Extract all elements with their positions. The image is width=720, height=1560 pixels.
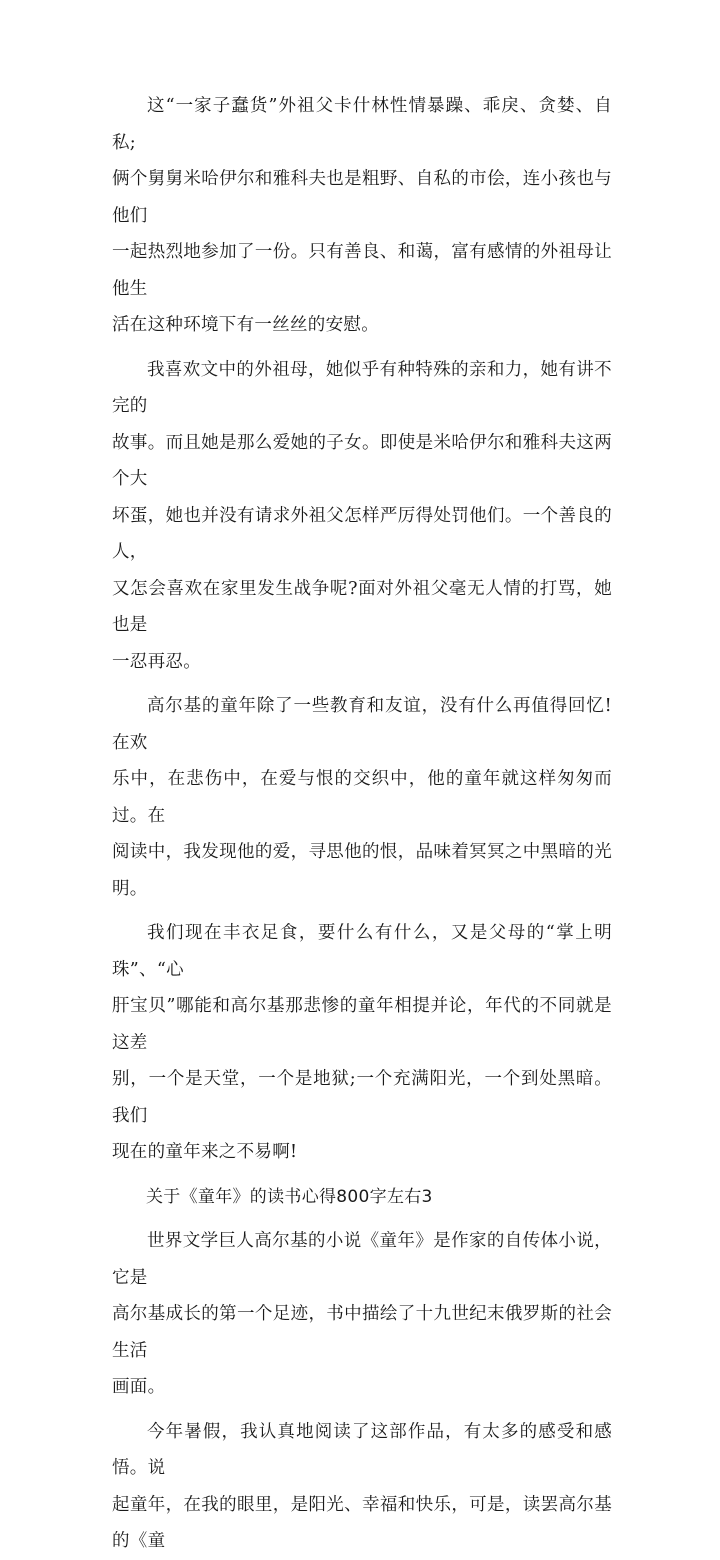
paragraph-line: 阅读中，我发现他的爱，寻思他的恨，品味着冥冥之中黑暗的光明。: [112, 842, 612, 899]
paragraph-line: 现在的童年来之不易啊!: [112, 1142, 298, 1162]
paragraph-line: 世界文学巨人高尔基的小说《童年》是作家的自传体小说，它是: [112, 1231, 612, 1288]
paragraph-line: 画面。: [112, 1377, 166, 1397]
paragraph-line: 乐中，在悲伤中，在爱与恨的交织中，他的童年就这样匆匆而过。在: [112, 769, 612, 826]
paragraph-5: [112, 1223, 612, 1406]
paragraph-line: 故事。而且她是那么爱她的子女。即使是米哈伊尔和雅科夫这两个大: [112, 432, 612, 489]
paragraph-line: 肝宝贝”哪能和高尔基那悲惨的童年相提并论，年代的不同就是这差: [112, 996, 612, 1053]
paragraph-line: 别，一个是天堂，一个是地狱;一个充满阳光，一个到处黑暗。我们: [112, 1069, 612, 1126]
paragraph-line: 一起热烈地参加了一份。只有善良、和蔼，富有感情的外祖母让他生: [112, 242, 612, 299]
paragraph-line: 又怎会喜欢在家里发生战争呢?面对外祖父毫无人情的打骂，她也是: [112, 578, 612, 635]
paragraph-line: 今年暑假，我认真地阅读了这部作品，有太多的感受和感悟。说: [112, 1421, 612, 1478]
section-heading: [112, 1179, 612, 1216]
paragraph-line: 俩个舅舅米哈伊尔和雅科夫也是粗野、自私的市侩，连小孩也与他们: [112, 169, 612, 226]
paragraph-line: 一忍再忍。: [112, 651, 201, 672]
section-heading-text: 关于《童年》的读书心得800字左右3: [146, 1186, 433, 1207]
paragraph-3: [112, 688, 612, 907]
paragraph-line: 起童年，在我的眼里，是阳光、幸福和快乐，可是，读罢高尔基的《童: [112, 1494, 612, 1551]
paragraph-line: 这“一家子蠢货”外祖父卡什林性情暴躁、乖戾、贪婪、自私;: [112, 96, 612, 153]
paragraph-line: 我们现在丰衣足食，要什么有什么，又是父母的“掌上明珠”、“心: [112, 923, 612, 980]
paragraph-line: 高尔基的童年除了一些教育和友谊，没有什么再值得回忆!在欢: [112, 696, 612, 753]
paragraph-4: [112, 915, 612, 1171]
paragraph-6: [112, 1414, 612, 1560]
paragraph-1: [112, 88, 612, 344]
paragraph-2: [112, 352, 612, 681]
paragraph-line: 高尔基成长的第一个足迹，书中描绘了十九世纪末俄罗斯的社会生活: [112, 1304, 612, 1361]
paragraph-line: 活在这种环境下有一丝丝的安慰。: [112, 315, 379, 335]
document-body: [112, 88, 612, 1560]
paragraph-line: 我喜欢文中的外祖母，她似乎有种特殊的亲和力，她有讲不完的: [112, 359, 612, 416]
paragraph-line: 坏蛋，她也并没有请求外祖父怎样严厉得处罚他们。一个善良的人，: [112, 505, 612, 562]
